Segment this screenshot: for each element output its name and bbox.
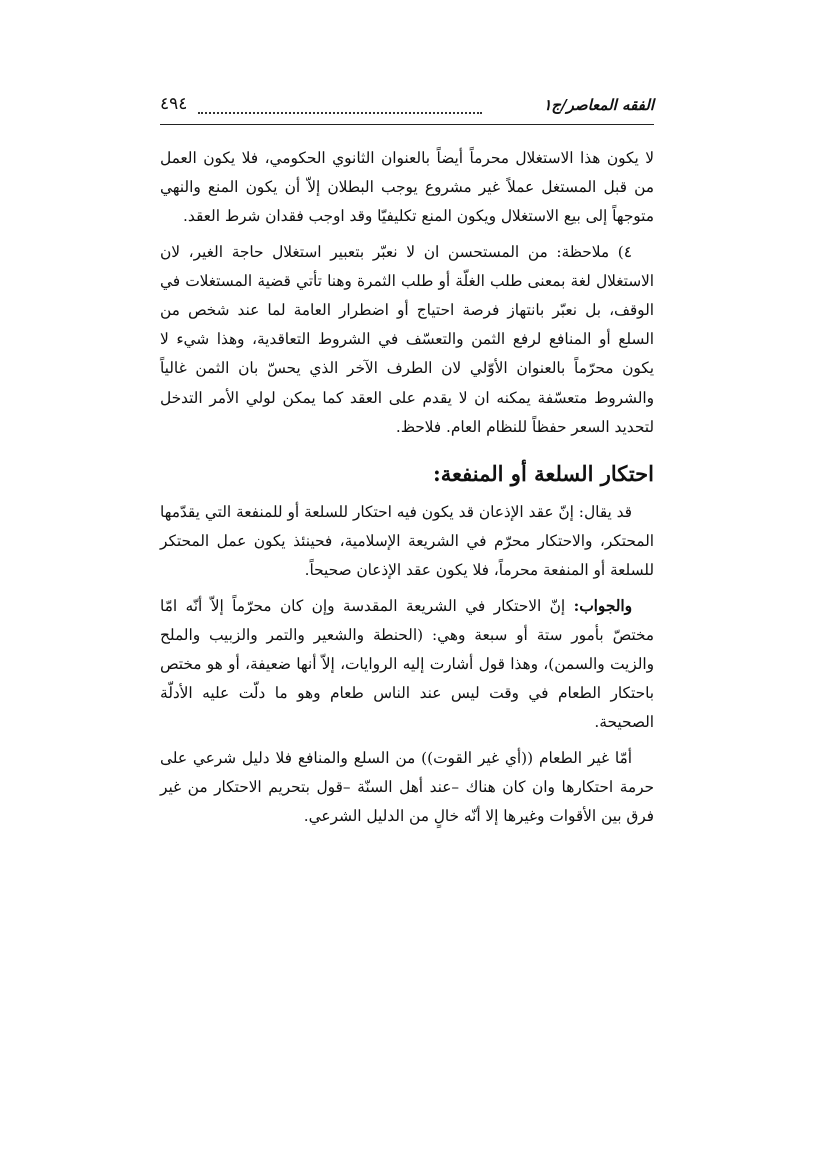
page-number: ٤٩٤ xyxy=(160,94,188,114)
section-heading: احتكار السلعة أو المنفعة: xyxy=(433,461,654,487)
running-title: الفقه المعاصر/ج١ xyxy=(543,96,654,114)
answer-lead: والجواب: xyxy=(573,596,632,615)
book-page xyxy=(160,88,654,837)
paragraph-objection: قد يقال: إنّ عقد الإذعان قد يكون فيه احتكار للسلعة أو للمنفعة التي يقدّمها المحتكر، والاحتكار محرّم في الشريعة الإسلامية، فحينئذ يكون عمل المحتكر للسلعة أو المنفعة محرماً، فلا يكون عقد الإذعان صحيحاً. xyxy=(160,503,654,580)
paragraph-answer xyxy=(160,592,654,738)
header-rule xyxy=(160,124,654,125)
header-dotted-leader xyxy=(198,112,482,114)
answer-text: إنّ الاحتكار في الشريعة المقدسة وإن كان محرّماً إلاّ أنّه امّا مختصّ بأمور ستة أو سبعة وهي: (الحنطة والشعير والتمر والزبيب والملح والزيت والسمن)، وهذا قول أشارت إليه الروايات، إلاّ أنها ضعيفة، أو هو مختص باحتكار الطعام في وقت ليس عند الناس طعام وهو ما دلّت عليه الأدلّة الصحيحة. xyxy=(160,596,654,732)
page-body xyxy=(160,144,654,831)
paragraph-note-4: ٤) ملاحظة: من المستحسن ان لا نعبّر بتعبير استغلال حاجة الغير، لان الاستغلال لغة بمعنى طلب الغلّة أو طلب الثمرة وهنا تأتي قضية المستغلات في الوقف، بل نعبّر بانتهاز فرصة احتياج أو اضطرار العامة لما عند شخص من السلع أو المنافع لرفع الثمن والتعسّف في الشروط التعاقدية، وهذا شيء لا يكون محرّماً بالعنوان الأوّلي لان الطرف الآخر الذي يحسّ بان الثمن غالياً والشروط متعسّفة يمكنه ان لا يقدم على العقد كما يمكن لولي الأمر التدخل لتحديد السعر حفظاً للنظام العام. فلاحظ. xyxy=(160,242,654,436)
paragraph-non-food: أمّا غير الطعام ((أي غير القوت)) من السلع والمنافع فلا دليل شرعي على حرمة احتكارها وان كان هناك –عند أهل السنّة –قول بتحريم الاحتكار من غير فرق بين الأقوات وغيرها إلا أنّه خالٍ من الدليل الشرعي. xyxy=(160,748,654,826)
page-header xyxy=(160,88,654,124)
paragraph-exploitation-conclusion: لا يكون هذا الاستغلال محرماً أيضاً بالعنوان الثانوي الحكومي، فلا يكون العمل من قبل المستغل عملاً غير مشروع يوجب البطلان إلاّ أن يكون المنع والنهي متوجهاً إلى بيع الاستغلال ويكون المنع تكليفيّا وقد اوجب فقدان شرط العقد. xyxy=(160,149,654,226)
